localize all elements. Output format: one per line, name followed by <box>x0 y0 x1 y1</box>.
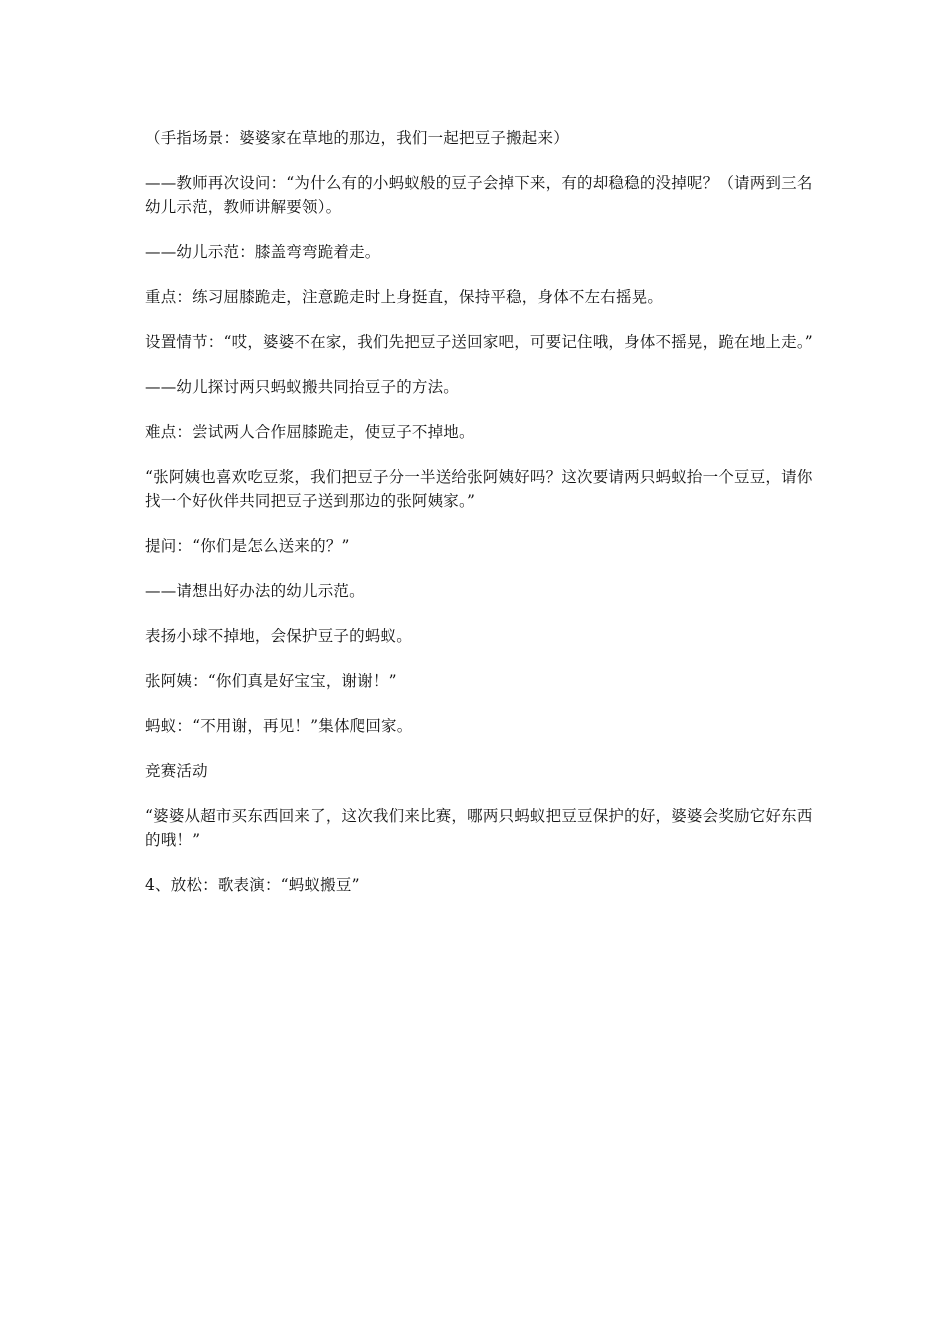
paragraph-relax-song: 4、放松：歌表演：“蚂蚁搬豆” <box>145 876 360 894</box>
paragraph-scene-instruction: （手指场景：婆婆家在草地的那边，我们一起把豆子搬起来） <box>145 129 569 147</box>
paragraph-set-scenario: 设置情节：“哎，婆婆不在家，我们先把豆子送回家吧，可要记住哦，身体不摇晃，跪在地上走。” <box>145 333 813 351</box>
paragraph-explore-method: ——幼儿探讨两只蚂蚁搬共同抬豆子的方法。 <box>145 378 460 396</box>
document-body <box>145 126 825 918</box>
paragraph-ant-reply: 蚂蚁：“不用谢，再见！”集体爬回家。 <box>145 717 413 735</box>
paragraph-aunt-thanks: 张阿姨：“你们真是好宝宝，谢谢！” <box>145 672 397 690</box>
paragraph-competition-intro: “婆婆从超市买东西回来了，这次我们来比赛，哪两只蚂蚁把豆豆保护的好，婆婆会奖励它好东西的哦！” <box>145 807 813 849</box>
paragraph-question: 提问：“你们是怎么送来的？” <box>145 537 350 555</box>
paragraph-competition-heading: 竞赛活动 <box>145 762 208 780</box>
paragraph-aunt-zhang: “张阿姨也喜欢吃豆浆，我们把豆子分一半送给张阿姨好吗？这次要请两只蚂蚁抬一个豆豆，请你找一个好伙伴共同把豆子送到那边的张阿姨家。” <box>145 468 813 510</box>
paragraph-teacher-question: ——教师再次设问：“为什么有的小蚂蚁般的豆子会掉下来，有的却稳稳的没掉呢？（请两到三名幼儿示范，教师讲解要领）。 <box>145 174 813 216</box>
paragraph-child-demo: ——幼儿示范：膝盖弯弯跪着走。 <box>145 243 381 261</box>
paragraph-good-method-demo: ——请想出好办法的幼儿示范。 <box>145 582 365 600</box>
paragraph-key-point: 重点：练习屈膝跪走，注意跪走时上身挺直，保持平稳，身体不左右摇晃。 <box>145 288 664 306</box>
paragraph-difficulty: 难点：尝试两人合作屈膝跪走，使豆子不掉地。 <box>145 423 475 441</box>
paragraph-praise: 表扬小球不掉地，会保护豆子的蚂蚁。 <box>145 627 412 645</box>
